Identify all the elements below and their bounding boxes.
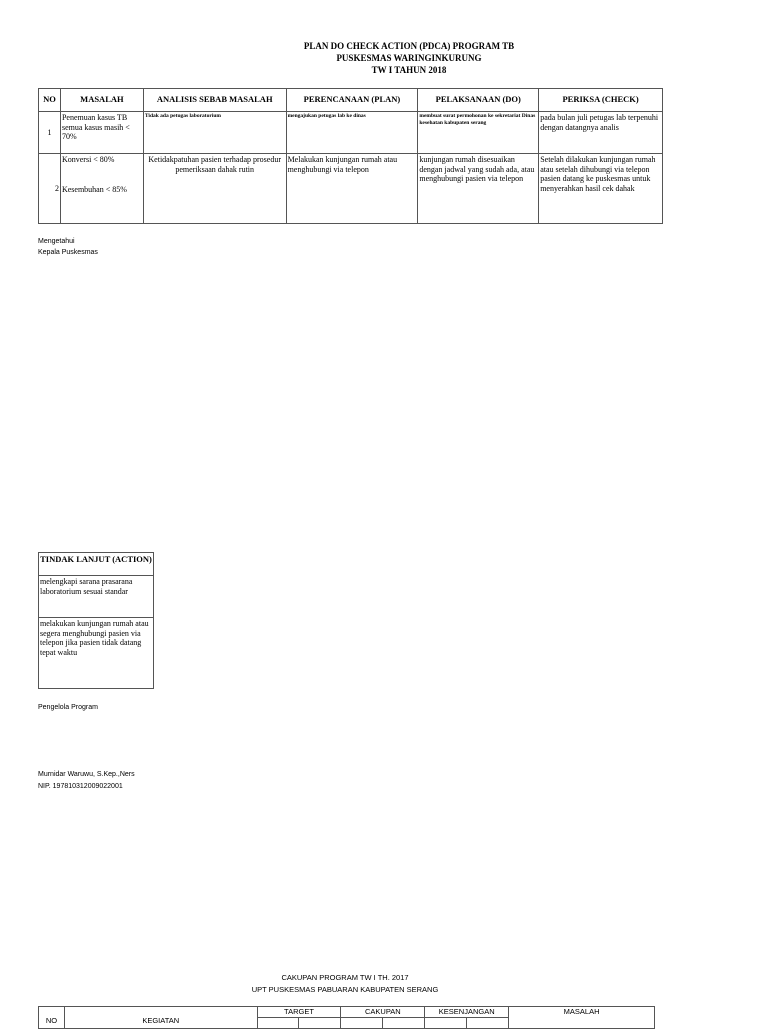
col-header-no: NO [39, 89, 61, 112]
cakupan-header-row [39, 1007, 655, 1018]
table-row [39, 576, 154, 618]
row-no: 2 [39, 154, 61, 224]
col-header-action: TINDAK LANJUT (ACTION) [39, 553, 154, 576]
cak-sub [425, 1018, 467, 1029]
cak-sub [383, 1018, 425, 1029]
row-analisis: Ketidakpatuhan pasien terhadap prosedur pemeriksaan dahak rutin [143, 154, 286, 224]
col-header-masalah: MASALAH [60, 89, 143, 112]
row-analisis: Tidak ada petugas laboratorium [143, 112, 286, 154]
row-plan: Melakukan kunjungan rumah atau menghubungi via telepon [286, 154, 418, 224]
col-header-plan: PERENCANAAN (PLAN) [286, 89, 418, 112]
pdca-table [38, 88, 663, 224]
cak-sub [341, 1018, 383, 1029]
sign-kepala-puskesmas: Kepala Puskesmas [38, 249, 98, 256]
cak-col-cakupan: CAKUPAN [341, 1007, 425, 1018]
col-header-do: PELAKSANAAN (DO) [418, 89, 539, 112]
sign-nip: NIP. 197810312009022001 [38, 783, 123, 790]
col-header-analisis: ANALISIS SEBAB MASALAH [143, 89, 286, 112]
row-do: kunjungan rumah disesuaikan dengan jadwal yang sudah ada, atau menghubungi pasien via telepon [418, 154, 539, 224]
cak-sub [467, 1018, 509, 1029]
cak-col-masalah: MASALAH [509, 1007, 655, 1029]
cakupan-title-line1: CAKUPAN PROGRAM TW I TH. 2017 [281, 973, 409, 982]
action-row-2: melakukan kunjungan rumah atau segera menghubungi pasien via telepon jika pasien tidak datang tepat waktu [39, 618, 154, 689]
cakupan-table [38, 1006, 655, 1029]
doc-title-line3: TW I TAHUN 2018 [371, 65, 447, 75]
cak-sub [299, 1018, 341, 1029]
masalah-konversi: Konversi < 80% [61, 155, 115, 164]
masalah-kesembuhan: Kesembuhan < 85% [61, 184, 127, 194]
cak-col-target: TARGET [257, 1007, 341, 1018]
row-plan: mengajukan petugas lab ke dinas [286, 112, 418, 154]
table-row [39, 154, 663, 224]
action-row-1: melengkapi sarana prasarana laboratorium sesuai standar [39, 576, 154, 618]
doc-title-line2: PUSKESMAS WARINGINKURUNG [336, 53, 482, 63]
pdca-header-row [39, 89, 663, 112]
sign-name: Murnidar Waruwu, S.Kep.,Ners [38, 771, 135, 778]
row-do: membuat surat permohonan ke sekretariat Dinas kesehatan kabupaten serang [418, 112, 539, 154]
table-row [39, 618, 154, 689]
action-header-row [39, 553, 154, 576]
col-header-check: PERIKSA (CHECK) [539, 89, 663, 112]
row-check: pada bulan juli petugas lab terpenuhi dengan datangnya analis [539, 112, 663, 154]
table-row [39, 112, 663, 154]
cak-col-no: NO [39, 1007, 65, 1029]
row-masalah [60, 154, 143, 224]
action-table [38, 552, 154, 689]
row-check: Setelah dilakukan kunjungan rumah atau setelah dihubungi via telepon pasien datang ke puskesmas untuk menyerahkan hasil cek dahak [539, 154, 663, 224]
cak-col-kegiatan: KEGIATAN [64, 1007, 257, 1029]
doc-title-line1: PLAN DO CHECK ACTION (PDCA) PROGRAM TB [303, 41, 515, 51]
sign-pengelola-program: Pengelola Program [38, 704, 98, 711]
sign-mengetahui: Mengetahui [38, 238, 75, 245]
row-masalah: Penemuan kasus TB semua kasus masih < 70% [60, 112, 143, 154]
cak-sub [257, 1018, 299, 1029]
cak-col-kesenjangan: KESENJANGAN [425, 1007, 509, 1018]
row-no: 1 [39, 112, 61, 154]
cakupan-title-line2: UPT PUSKESMAS PABUARAN KABUPATEN SERANG [251, 985, 439, 994]
